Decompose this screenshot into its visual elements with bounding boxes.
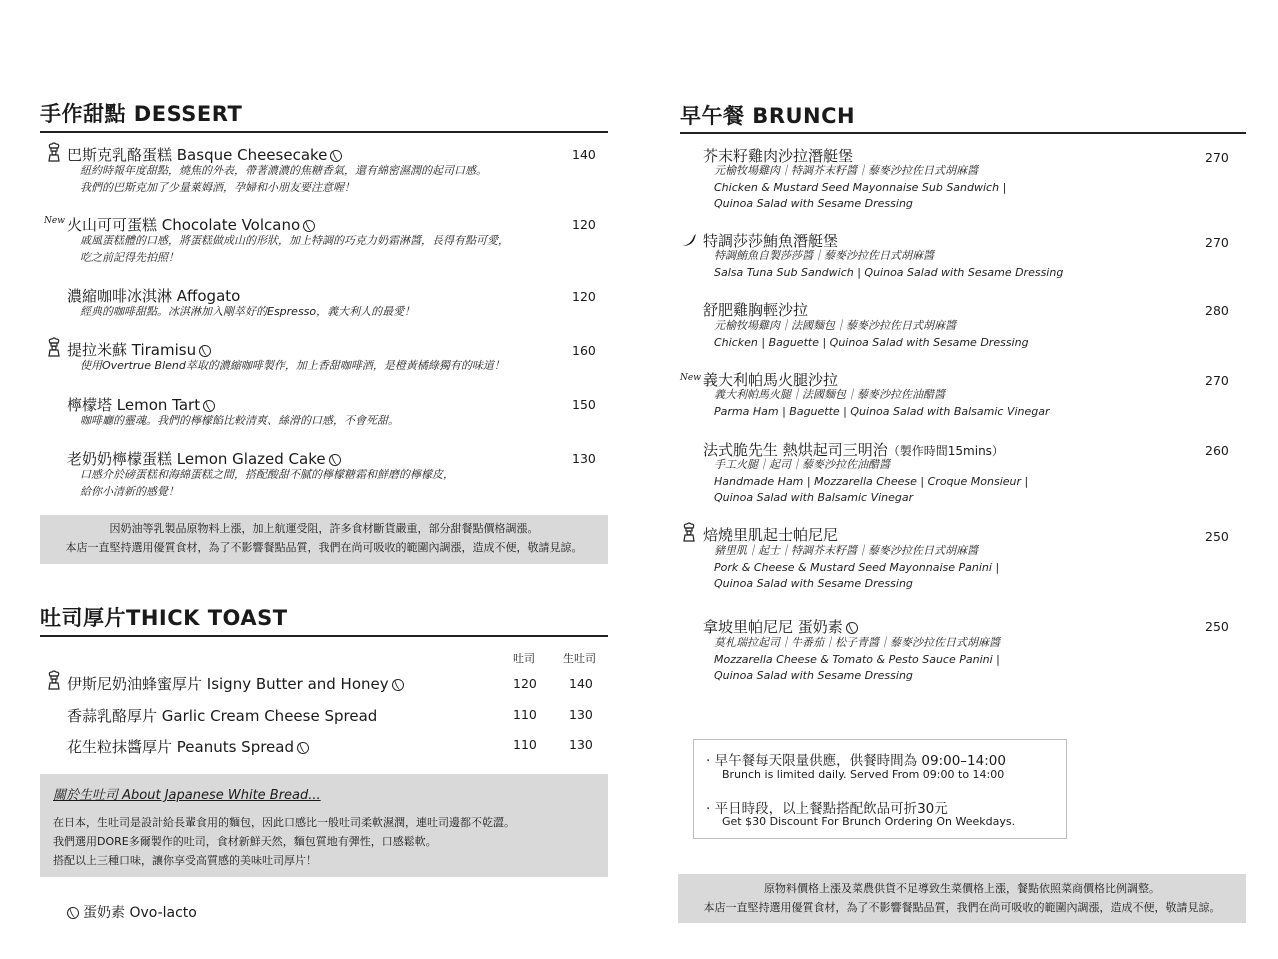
brunch-notice: 原物料價格上漲及菜農供貨不足導致生菜價格上漲，餐點依照菜商價格比例調整。 本店一直堅持選用優質食材，為了不影響餐點品質，我們在尚可吸收的範圍內調漲，造成不便，敬請見諒。 (678, 874, 1246, 923)
ovo-lacto-icon (844, 620, 860, 636)
ovo-lacto-icon (295, 740, 311, 756)
brunch-item-price: 270 (1205, 150, 1229, 165)
toast-item-price-white: 130 (569, 737, 593, 752)
dessert-rule (40, 131, 608, 133)
chef-icon (681, 522, 697, 546)
ovo-lacto-icon (390, 677, 406, 693)
ovo-lacto-legend: 蛋奶素 Ovo-lacto (67, 902, 197, 922)
brunch-info-hours-en: Brunch is limited daily. Served From 09:00 to 14:00 (722, 768, 1005, 781)
dessert-item-desc: 戚風蛋糕體的口感，將蛋糕做成山的形狀，加上特調的巧克力奶霜淋醬，長得有點可愛， 吃之前記得先拍照！ (80, 234, 509, 264)
toast-item-price-white: 140 (569, 676, 593, 691)
dessert-item-name: 檸檬塔 Lemon Tart (67, 394, 215, 415)
brunch-item-desc: 義大利帕馬火腿｜法國麵包｜藜麥沙拉佐油醋醬 Parma Ham | Baguette | Quinoa Salad with Balsamic Vinegar (714, 388, 1050, 418)
dessert-item-name: 提拉米蘇 Tiramisu (67, 339, 211, 360)
brunch-item-name: 法式脆先生 熱烘起司三明治（製作時間15mins） (703, 441, 1004, 459)
brunch-item-name: 特調莎莎鮪魚潛艇堡 (703, 232, 839, 250)
chef-icon (46, 337, 62, 361)
brunch-item-desc: 手工火腿｜起司｜藜麥沙拉佐油醋醬 Handmade Ham | Mozzarella Cheese | Croque Monsieur | Quinoa Salad with Balsamic Vinegar (714, 458, 1029, 504)
brunch-item-name: 舒肥雞胸輕沙拉 (703, 301, 809, 319)
toast-item-name: 伊斯尼奶油蜂蜜厚片 Isigny Butter and Honey (67, 673, 404, 694)
toast-about-title: 關於生吐司 About Japanese White Bread... (53, 788, 321, 803)
brunch-item-note: （製作時間15mins） (887, 444, 1004, 458)
brunch-item-price: 250 (1205, 529, 1229, 544)
brunch-item-price: 270 (1205, 235, 1229, 250)
new-badge: New (44, 216, 65, 226)
brunch-item-desc: 元榆牧場雞肉｜法國麵包｜藜麥沙拉佐日式胡麻醬 Chicken | Baguette | Quinoa Salad with Sesame Dressing (714, 319, 1029, 349)
brunch-title: 早午餐 BRUNCH (680, 104, 856, 128)
dessert-item-name: 巴斯克乳酪蛋糕 Basque Cheesecake (67, 144, 342, 165)
brunch-info-hours-zh: · 早午餐每天限量供應，供餐時間為 09:00–14:00 (706, 753, 1006, 769)
dessert-item-desc: 使用Overtrue Blend萃取的濃縮咖啡製作，加上香甜咖啡酒，是橙黃橘綠獨有的味道！ (80, 359, 505, 372)
toast-item-price-white: 130 (569, 707, 593, 722)
brunch-item-price: 280 (1205, 303, 1229, 318)
chili-icon (681, 232, 697, 251)
new-badge: New (680, 373, 701, 383)
dessert-item-name: 濃縮咖啡冰淇淋 Affogato (67, 287, 241, 305)
brunch-item-price: 270 (1205, 373, 1229, 388)
brunch-rule (680, 132, 1246, 134)
brunch-info-box (693, 739, 1067, 839)
dessert-item-price: 120 (572, 217, 596, 232)
brunch-item-desc: 豬里肌｜起士｜特調芥末籽醬｜藜麥沙拉佐日式胡麻醬 Pork & Cheese & Mustard Seed Mayonnaise Panini | Quinoa Salad with Sesame Dressing (714, 544, 1000, 590)
brunch-item-desc: 元榆牧場雞肉｜特調芥末籽醬｜藜麥沙拉佐日式胡麻醬 Chicken & Mustard Seed Mayonnaise Sub Sandwich | Quinoa Salad with Sesame Dressing (714, 164, 1007, 210)
brunch-info-discount-zh: · 平日時段，以上餐點搭配飲品可折30元 (706, 801, 948, 817)
brunch-item-price: 260 (1205, 443, 1229, 458)
dessert-item-price: 130 (572, 451, 596, 466)
toast-about-box: 關於生吐司 About Japanese White Bread... 在日本，生吐司是設計給長輩食用的麵包，因此口感比一般吐司柔軟濕潤，連吐司邊都不乾澀。 我們選用DORE多爾製作的吐司，食材新鮮天然，麵包質地有彈性，口感鬆軟。 搭配以上三種口味，讓你享受高質感的美味吐司厚片！ (40, 774, 608, 877)
dessert-item-desc: 口感介於磅蛋糕和海綿蛋糕之間，搭配酸甜不膩的檸檬糖霜和鮮磨的檸檬皮， 給你小清新的感覺！ (80, 468, 454, 498)
chef-icon (46, 670, 62, 694)
brunch-item-name: 焙燒里肌起士帕尼尼 (703, 526, 839, 544)
dessert-item-desc: 咖啡廳的靈魂。我們的檸檬餡比較清爽、絲滑的口感，不會死甜。 (80, 414, 399, 427)
brunch-item-name: 義大利帕馬火腿沙拉 (703, 371, 839, 389)
brunch-item-desc: 莫札瑞拉起司｜牛番茄｜松子青醬｜藜麥沙拉佐日式胡麻醬 Mozzarella Cheese & Tomato & Pesto Sauce Panini | Quinoa Salad with Sesame Dressing (714, 636, 1000, 682)
toast-item-price-toast: 120 (513, 676, 537, 691)
toast-item-price-toast: 110 (513, 707, 537, 722)
brunch-info-discount-en: Get $30 Discount For Brunch Ordering On Weekdays. (722, 815, 1016, 828)
toast-title: 吐司厚片THICK TOAST (40, 606, 288, 630)
toast-col-toast: 吐司 (513, 652, 535, 665)
toast-rule (40, 635, 608, 637)
dessert-title: 手作甜點 DESSERT (40, 102, 243, 126)
dessert-item-price: 140 (572, 147, 596, 162)
dessert-item-desc: 經典的咖啡甜點。冰淇淋加入剛萃好的Espresso，義大利人的最愛！ (80, 305, 416, 318)
brunch-item-price: 250 (1205, 619, 1229, 634)
toast-item-name: 香蒜乳酪厚片 Garlic Cream Cheese Spread (67, 707, 378, 725)
ovo-lacto-icon (65, 905, 81, 921)
chef-icon (46, 142, 62, 166)
dessert-item-price: 120 (572, 289, 596, 304)
dessert-notice: 因奶油等乳製品原物料上漲，加上航運受阻，許多食材斷貨嚴重，部分甜餐點價格調漲。 本店一直堅持選用優質食材，為了不影響餐點品質，我們在尚可吸收的範圍內調漲，造成不便，敬請見諒。 (40, 515, 608, 564)
brunch-item-desc: 特調鮪魚自製莎莎醬｜藜麥沙拉佐日式胡麻醬 Salsa Tuna Sub Sandwich | Quinoa Salad with Sesame Dressing (714, 249, 1064, 279)
toast-item-price-toast: 110 (513, 737, 537, 752)
dessert-item-price: 150 (572, 397, 596, 412)
dessert-item-desc: 紐約時報年度甜點，燒焦的外表，帶著濃濃的焦糖香氣，還有綿密濕潤的起司口感。 我們的巴斯克加了少量萊姆酒，孕婦和小朋友要注意喔！ (80, 164, 487, 194)
dessert-item-name: 老奶奶檸檬蛋糕 Lemon Glazed Cake (67, 448, 341, 469)
brunch-item-name: 拿坡里帕尼尼 蛋奶素 (703, 616, 858, 637)
dessert-item-name: 火山可可蛋糕 Chocolate Volcano (67, 214, 315, 235)
dessert-item-price: 160 (572, 343, 596, 358)
brunch-item-name: 芥末籽雞肉沙拉潛艇堡 (703, 147, 854, 165)
toast-item-name: 花生粒抹醬厚片 Peanuts Spread (67, 736, 309, 757)
toast-col-white-bread: 生吐司 (563, 652, 596, 665)
